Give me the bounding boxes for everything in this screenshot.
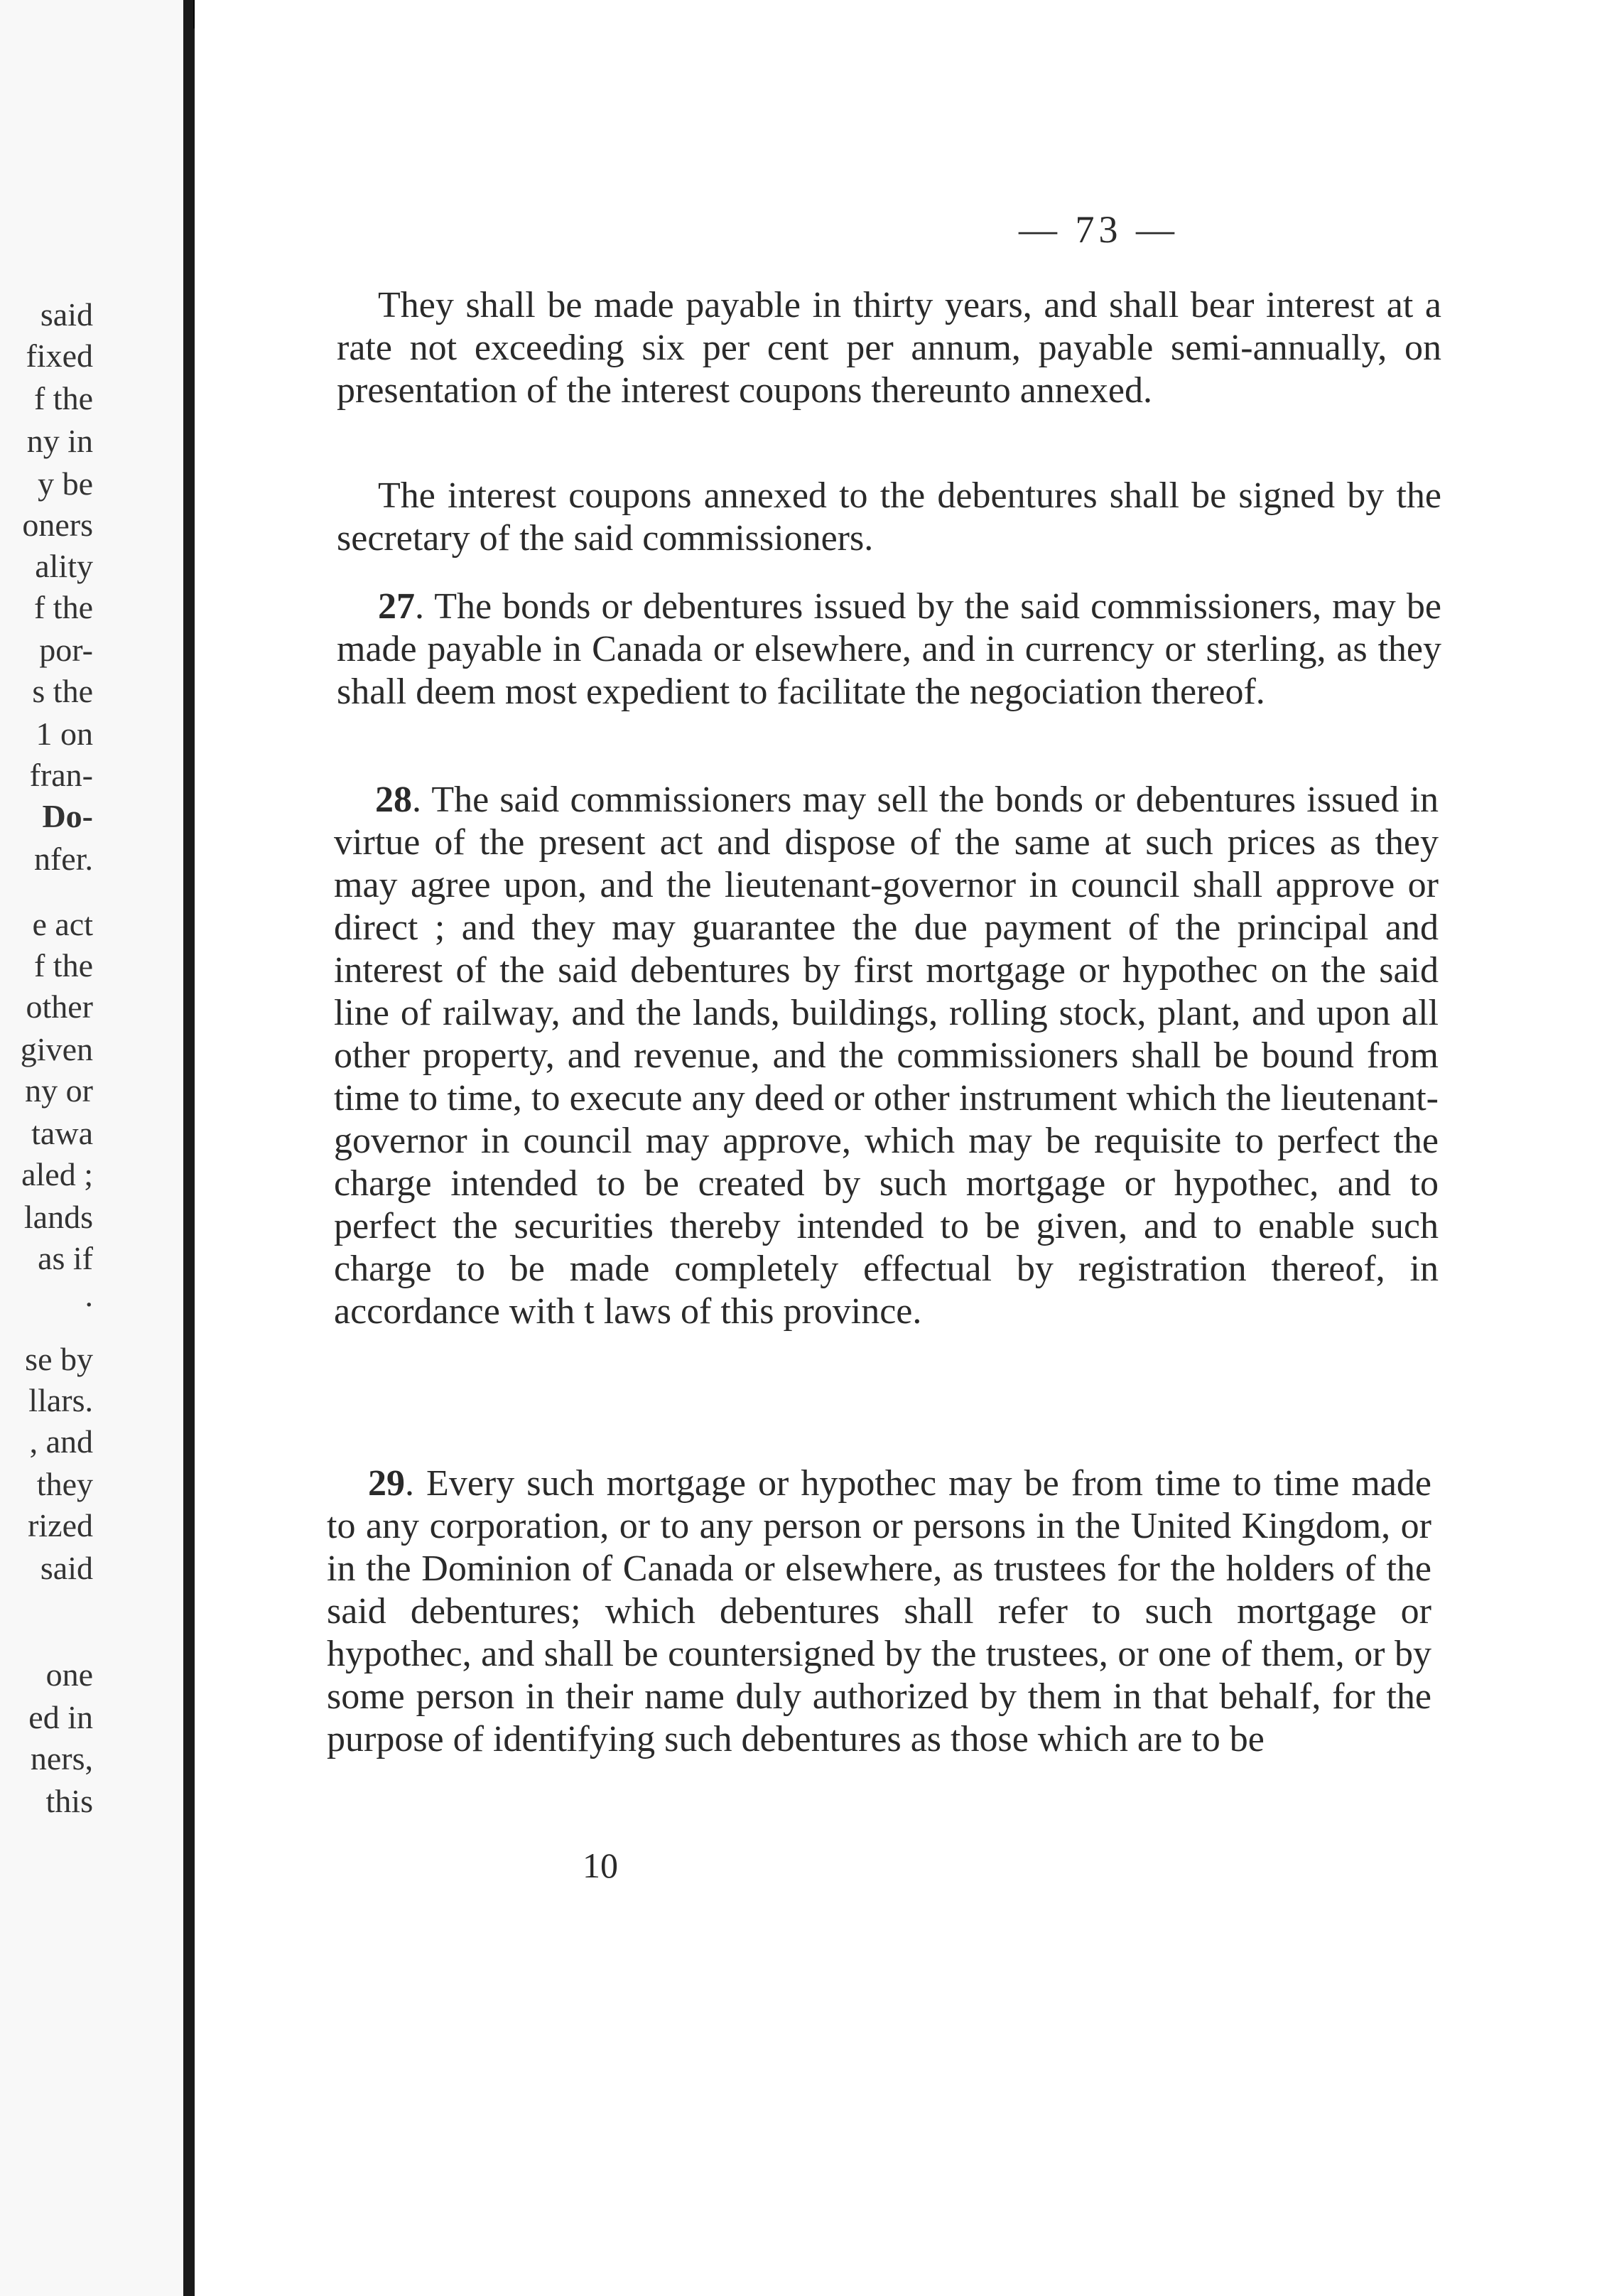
paragraph-text: . The bonds or debentures issued by the said commissioners, may be made payable in Canada or elsewhere, and in currency or sterling, as they shall deem most expedient to facilitate the negociation thereof.	[337, 586, 1441, 712]
left-fragment: fixed	[26, 338, 93, 374]
paragraph-text: The interest coupons annexed to the debentures shall be signed by the secretary of the said commissioners.	[337, 475, 1441, 559]
left-fragment: ed in	[28, 1699, 93, 1735]
left-fragment: this	[45, 1783, 93, 1819]
section-number: 29	[368, 1463, 405, 1504]
left-fragment: as if	[38, 1240, 93, 1276]
paragraph-section-29	[327, 1462, 1431, 1761]
left-fragment: .	[85, 1277, 93, 1313]
left-fragment: ny in	[26, 423, 93, 459]
left-facing-page	[0, 0, 183, 2296]
left-fragment: , and	[29, 1423, 93, 1460]
left-fragment: nfer.	[33, 841, 93, 877]
signature-mark: 10	[583, 1845, 618, 1885]
book-spine-shadow	[183, 0, 195, 2296]
left-fragment: aled ;	[21, 1156, 93, 1192]
left-fragment: tawa	[31, 1115, 93, 1151]
left-fragment: oners	[22, 507, 93, 543]
paragraph-text: . The said commissioners may sell the bonds or debentures issued in virtue of the present act and dispose of the same at such prices as they may agree upon, and the lieutenant-governor in council shall approve or direct ; and they may guarantee the due payment of the principal and interest of the said debentures by first mortgage or hypothec on the said line of railway, and the lands, buildings, rolling stock, plant, and upon all other property, and revenue, and the commissioners shall be bound from time to time, to execute any deed or other instrument which the lieutenant-governor in council may approve, which may be requisite to perfect the charge intended to be created by such mortgage or hypothec, and to perfect the securities thereby intended to be given, and to enable such charge to be made completely effectual by registration thereof, in accordance with t laws of this province.	[334, 780, 1439, 1332]
left-fragment: ality	[35, 548, 93, 584]
left-fragment: lands	[23, 1199, 93, 1235]
left-fragment: f the	[33, 589, 93, 625]
page-number: — 73 —	[1019, 208, 1179, 251]
left-fragment: said	[40, 296, 93, 333]
left-fragment: llars.	[28, 1382, 93, 1418]
left-fragment: fran-	[29, 757, 93, 793]
paragraph-text: They shall be made payable in thirty years, and shall bear interest at a rate not exceeding six per cent per annum, payable semi-annually, on presentation of the interest coupons thereunto annexed.	[337, 285, 1441, 411]
paragraph-interest-coupons	[337, 475, 1441, 560]
left-fragment: one	[45, 1656, 93, 1693]
left-fragment: rized	[28, 1507, 93, 1543]
paragraph-section-28	[334, 779, 1439, 1333]
left-fragment: f the	[33, 380, 93, 416]
left-fragment: given	[20, 1031, 93, 1067]
left-fragment: 1 on	[36, 716, 93, 752]
left-fragment: por-	[39, 632, 93, 668]
left-fragment: se by	[25, 1341, 93, 1377]
left-fragment: they	[36, 1466, 93, 1502]
left-fragment: ny or	[25, 1072, 93, 1109]
paragraph-debenture-terms	[337, 284, 1441, 412]
left-fragment: ners,	[30, 1740, 93, 1777]
right-page	[195, 0, 1624, 2296]
left-fragment: other	[26, 988, 93, 1025]
paragraph-section-27	[337, 586, 1441, 713]
section-number: 27	[378, 586, 415, 627]
section-number: 28	[375, 780, 412, 820]
left-fragment: Do-	[42, 798, 93, 834]
left-fragment: f the	[33, 947, 93, 983]
left-fragment: s the	[32, 673, 93, 709]
left-fragment: e act	[32, 906, 93, 942]
left-fragment: said	[40, 1550, 93, 1586]
paragraph-text: . Every such mortgage or hypothec may be from time to time made to any corporation, or to any person or persons in the United Kingdom, or in the Dominion of Canada or elsewhere, as trustees for the holders of the said debentures; which debentures shall refer to such mortgage or hypothec, and shall be countersigned by the trustees, or one of them, or by some person in their name duly authorized by them in that behalf, for the purpose of identifying such debentures as those which are to be	[327, 1463, 1431, 1759]
left-fragment: y be	[38, 465, 93, 502]
